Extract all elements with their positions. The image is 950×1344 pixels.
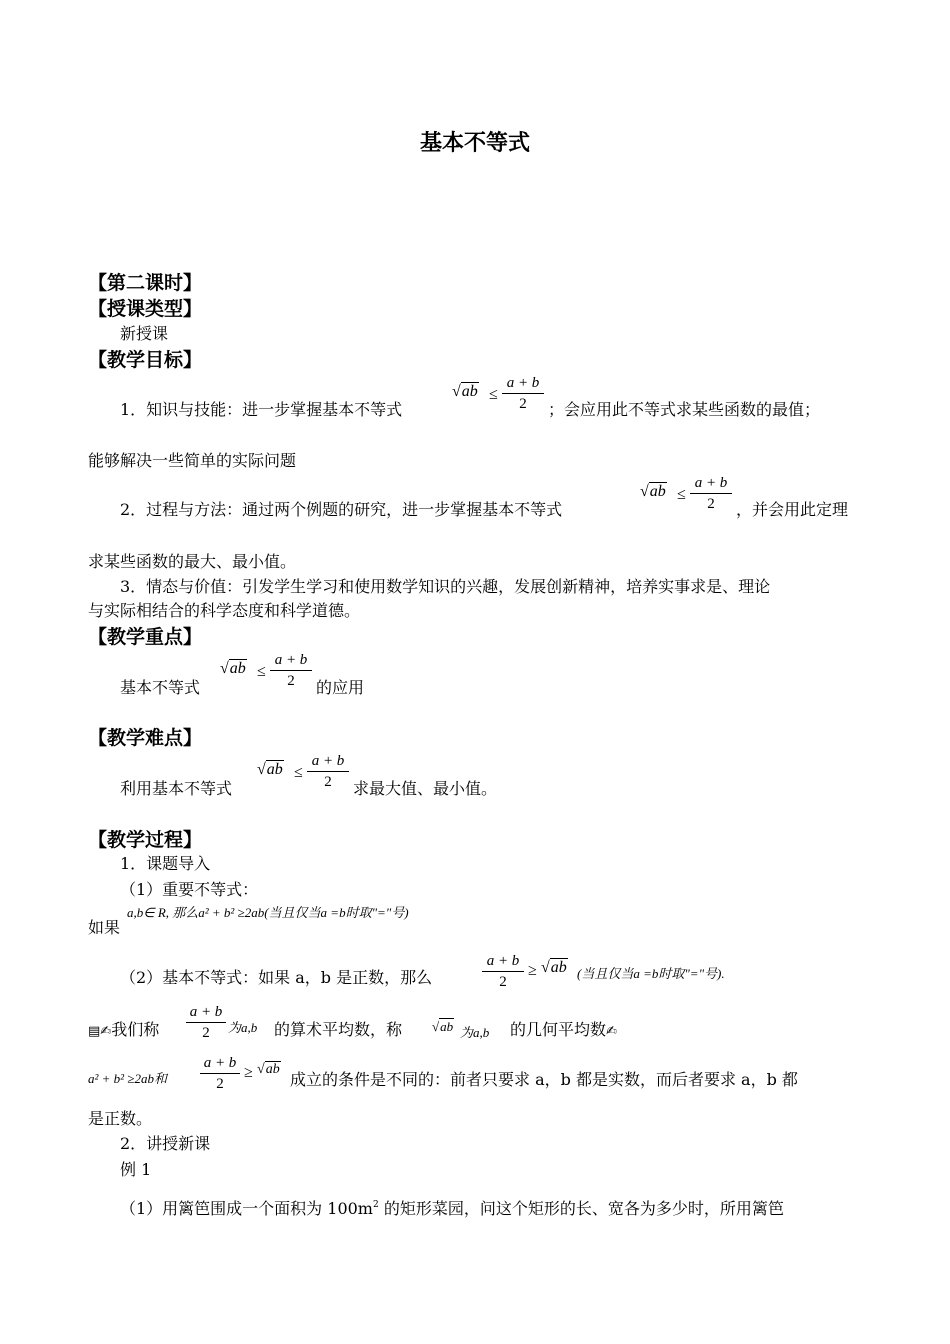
sqrt-ab: √ab (220, 660, 246, 677)
sqrt-ab: √ab (257, 1062, 280, 1077)
superscript: 2 (372, 1200, 379, 1210)
type-text: 新授课 (120, 324, 169, 343)
heading-process: 【教学过程】 (88, 829, 203, 851)
fraction-a-plus-b-over-2: a + b 2 (502, 373, 544, 414)
goal1-text-b: ；会应用此不等式求某些函数的最值； (548, 400, 821, 419)
mean-text-e: 的几何平均数✍ (510, 1020, 617, 1039)
fraction-a-plus-b-over-2: a + b 2 (200, 1053, 240, 1094)
page-title: 基本不等式 (419, 131, 530, 156)
goal1-text-a: 1．知识与技能：进一步掌握基本不等式 (120, 400, 403, 419)
note-glyph-icon: ▤✍ (88, 1024, 112, 1039)
heading-difficulty: 【教学难点】 (88, 727, 203, 749)
heading-lesson: 【第二课时】 (88, 272, 203, 294)
goal1-text-c: 能够解决一些简单的实际问题 (88, 451, 297, 470)
process-step-1-2b: (当且仅当a =b时取"="号). (577, 966, 725, 981)
sqrt-ab: √ab (432, 1019, 454, 1034)
sqrt-ab: √ab (640, 483, 666, 500)
condition-text-a: a² + b² ≥2ab和 (88, 1071, 167, 1086)
focus-text-b: 的应用 (316, 678, 365, 697)
note-glyph-icon: ✍ (606, 1024, 617, 1039)
process-step-1-2a: （2）基本不等式：如果 a，b 是正数，那么 (120, 968, 433, 987)
heading-goals: 【教学目标】 (88, 349, 203, 371)
sqrt-ab: √ab (541, 959, 567, 976)
example-label: 例 1 (120, 1160, 152, 1179)
le-sign: ≤ (677, 486, 686, 503)
le-sign: ≤ (489, 386, 498, 403)
difficulty-text-b: 求最大值、最小值。 (353, 779, 498, 798)
example-1-text: （1）用篱笆围成一个面积为 $100m^2$ 的矩形菜园，问这个矩形的长、宽各为多少时，所用篱笆 (120, 1199, 784, 1218)
goal3-text-b: 与实际相结合的科学态度和科学道德。 (88, 601, 361, 620)
ge-sign: ≥ (528, 962, 537, 979)
fraction-a-plus-b-over-2: a + b 2 (270, 650, 312, 691)
fraction-a-plus-b-over-2: a + b 2 (186, 1002, 226, 1043)
fraction-a-plus-b-over-2: a + b 2 (690, 473, 732, 514)
focus-text-a: 基本不等式 (120, 678, 201, 697)
mean-text-b: 为a,b (228, 1020, 258, 1035)
fraction-a-plus-b-over-2: a + b 2 (307, 751, 349, 792)
goal2-text-a: 2．过程与方法：通过两个例题的研究，进一步掌握基本不等式 (120, 500, 563, 519)
le-sign: ≤ (257, 663, 266, 680)
fraction-a-plus-b-over-2: a + b 2 (482, 951, 524, 992)
goal3-text-a: 3．情态与价值：引发学生学习和使用数学知识的兴趣，发展创新精神，培养实事求是、理论 (120, 577, 771, 596)
mean-text-c: 的算术平均数，称 (274, 1020, 403, 1039)
condition-text-b: 成立的条件是不同的：前者只要求 a，b 都是实数，而后者要求 a，b 都 (290, 1070, 798, 1089)
le-sign: ≤ (294, 764, 303, 781)
mean-text-d: 为a,b (460, 1025, 490, 1040)
important-inequality: a,b∈ R, 那么a² + b² ≥2ab(当且仅当a =b时取"="号) (127, 905, 409, 920)
difficulty-text-a: 利用基本不等式 (120, 779, 233, 798)
heading-focus: 【教学重点】 (88, 626, 203, 648)
mean-text-a: ▤✍我们称 (88, 1020, 160, 1039)
if-word: 如果 (88, 918, 121, 937)
sqrt-ab: √ab (257, 761, 283, 778)
process-step-1: 1．课题导入 (120, 854, 211, 873)
heading-type: 【授课类型】 (88, 298, 203, 320)
goal2-text-c: 求某些函数的最大、最小值。 (88, 552, 297, 571)
process-step-2: 2．讲授新课 (120, 1134, 211, 1153)
sqrt-ab: √ab (452, 383, 478, 400)
condition-text-c: 是正数。 (88, 1109, 153, 1128)
goal2-text-b: ，并会用此定理 (736, 500, 849, 519)
ge-sign: ≥ (244, 1064, 253, 1081)
process-step-1-1: （1）重要不等式： (120, 880, 259, 899)
